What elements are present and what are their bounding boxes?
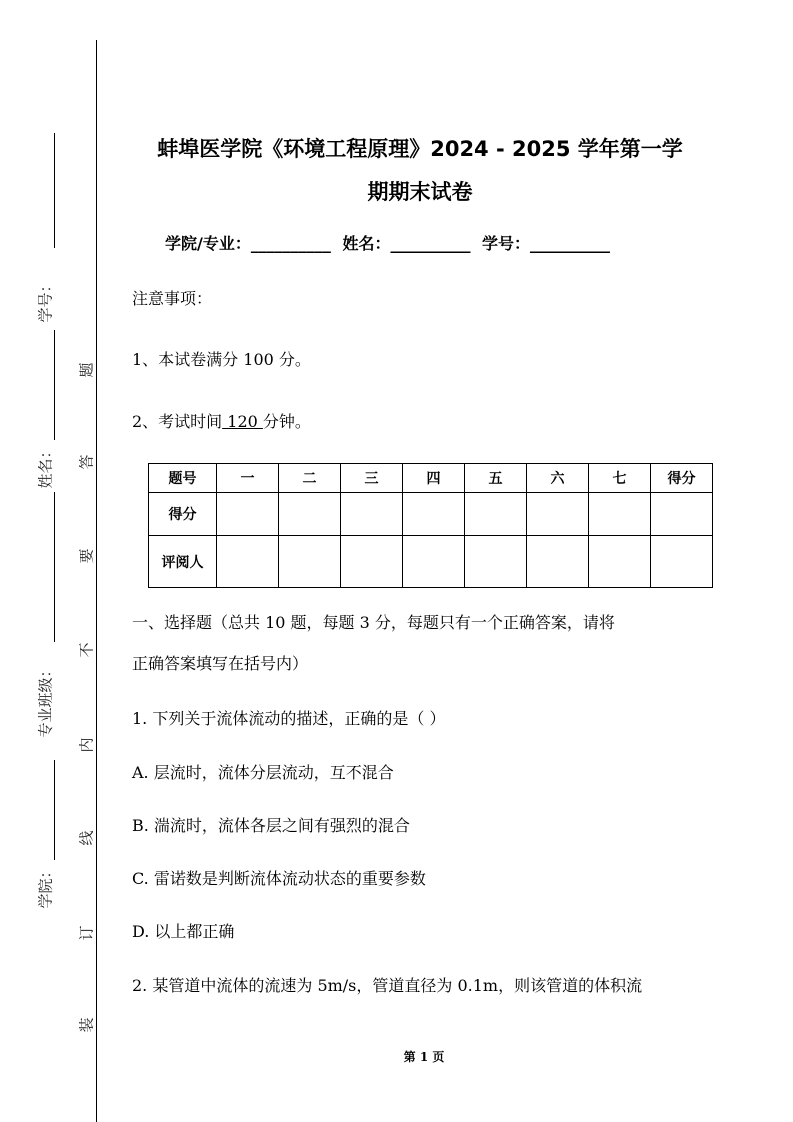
seal-char: 内 (77, 737, 96, 753)
margin-id-label: 学号： (36, 277, 55, 323)
score-cell[interactable] (217, 493, 279, 536)
header-cell: 二 (279, 464, 341, 493)
header-cell: 五 (465, 464, 527, 493)
question-1-option-c: C. 雷诺数是判断流体流动状态的重要参数 (132, 869, 426, 888)
exam-title-line1: 蚌埠医学院《环境工程原理》2024 - 2025 学年第一学 (157, 137, 683, 161)
notes-heading: 注意事项： (132, 289, 213, 308)
binding-line (96, 40, 97, 1122)
name-blank-line (54, 330, 55, 440)
student-info (165, 231, 610, 254)
seal-char: 要 (77, 548, 96, 564)
id-blank-line (54, 133, 55, 248)
college-blank[interactable]: __________ (250, 234, 331, 253)
score-cell[interactable] (527, 493, 589, 536)
note-2-suffix: 分钟。 (262, 412, 311, 431)
seal-char: 不 (77, 642, 96, 658)
score-cell[interactable] (403, 493, 465, 536)
seal-char: 答 (77, 454, 96, 470)
exam-title-line2: 期期末试卷 (367, 180, 473, 204)
row-label: 得分 (149, 493, 217, 536)
score-cell[interactable] (465, 493, 527, 536)
seal-char: 装 (77, 1017, 96, 1033)
name-label: 姓名： (342, 234, 391, 253)
seal-char: 线 (77, 830, 96, 846)
header-cell: 四 (403, 464, 465, 493)
question-1-option-d: D. 以上都正确 (132, 922, 235, 941)
header-cell: 三 (341, 464, 403, 493)
row-label: 评阅人 (149, 536, 217, 588)
header-cell: 一 (217, 464, 279, 493)
grader-cell[interactable] (589, 536, 651, 588)
note-1: 1、本试卷满分 100 分。 (132, 350, 311, 369)
grader-cell[interactable] (279, 536, 341, 588)
note-2-prefix: 2、考试时间 (132, 412, 223, 431)
grader-cell[interactable] (217, 536, 279, 588)
note-2 (132, 409, 311, 432)
section1-heading-cont: 正确答案填写在括号内） (132, 654, 309, 673)
margin-name-label: 姓名： (36, 443, 55, 489)
question-2-stem: 2. 某管道中流体的流速为 5m/s，管道直径为 0.1m，则该管道的体积流 (132, 976, 643, 995)
grader-cell[interactable] (527, 536, 589, 588)
id-label: 学号： (482, 234, 531, 253)
question-1-option-b: B. 湍流时，流体各层之间有强烈的混合 (132, 816, 410, 835)
header-cell: 题号 (149, 464, 217, 493)
score-cell[interactable] (589, 493, 651, 536)
college-label: 学院/专业： (165, 234, 251, 253)
score-cell[interactable] (279, 493, 341, 536)
margin-college-label: 学院： (36, 863, 55, 909)
score-cell[interactable] (651, 493, 713, 536)
margin-class-label: 专业班级： (36, 662, 55, 738)
college-blank-line (54, 760, 55, 860)
header-cell: 七 (589, 464, 651, 493)
header-cell: 得分 (651, 464, 713, 493)
exam-duration: 120 (222, 412, 263, 431)
table-header-row (149, 464, 713, 493)
header-cell: 六 (527, 464, 589, 493)
table-row (149, 536, 713, 588)
seal-char: 订 (77, 925, 96, 941)
table-row (149, 493, 713, 536)
page-number: 第 1 页 (403, 1050, 445, 1064)
grader-cell[interactable] (465, 536, 527, 588)
grader-cell[interactable] (403, 536, 465, 588)
name-blank[interactable]: __________ (390, 234, 471, 253)
score-table (148, 463, 713, 588)
question-1-option-a: A. 层流时，流体分层流动，互不混合 (132, 763, 394, 782)
score-cell[interactable] (341, 493, 403, 536)
question-1-stem: 1. 下列关于流体流动的描述，正确的是（ ） (132, 709, 446, 728)
grader-cell[interactable] (651, 536, 713, 588)
seal-char: 题 (77, 362, 96, 378)
grader-cell[interactable] (341, 536, 403, 588)
id-blank[interactable]: __________ (530, 234, 611, 253)
section1-heading: 一、选择题（总共 10 题，每题 3 分，每题只有一个正确答案，请将 (132, 613, 615, 632)
class-blank-line (54, 492, 55, 642)
